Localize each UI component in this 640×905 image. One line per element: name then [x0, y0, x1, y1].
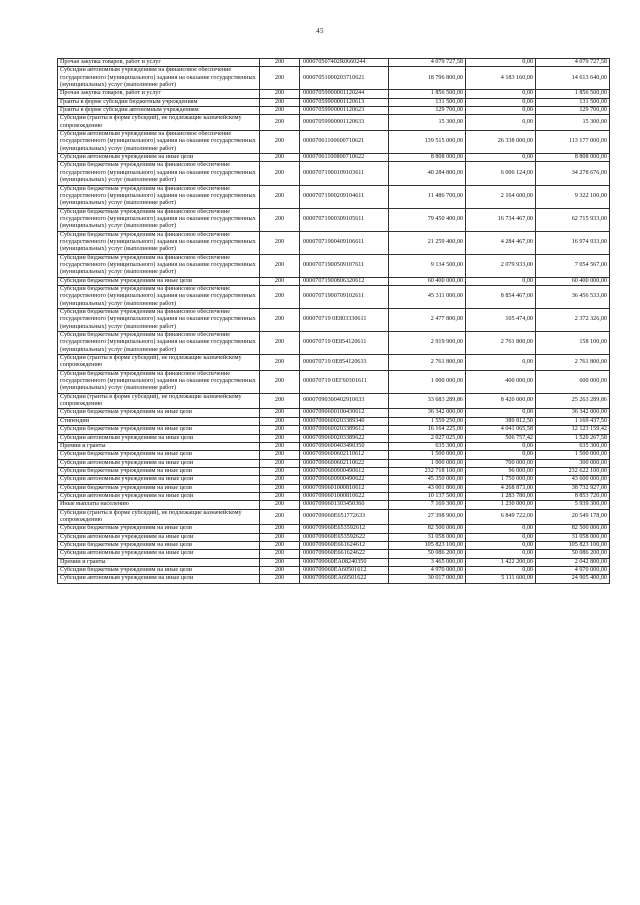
row-name-cell: Субсидии бюджетным учреждениям на финансовое обеспечение государственного (муниципального) задания на оказание государственных (муниципальных) услуг (выполнение работ) — [58, 254, 260, 277]
approved-amount-cell: 36 342 000,00 — [389, 409, 466, 417]
approved-amount-cell: 45 350 000,00 — [389, 476, 466, 484]
unexecuted-amount-cell: 38 732 927,00 — [536, 484, 610, 492]
table-row — [58, 154, 610, 162]
approved-amount-cell: 105 823 100,00 — [389, 541, 466, 549]
row-name-cell: Субсидии (гранты в форме субсидий), не подлежащие казначейскому сопровождению — [58, 355, 260, 371]
line-code-cell: 200 — [260, 59, 300, 67]
row-name-cell: Субсидии автономным учреждениям на финансовое обеспечение государственного (муниципального) задания на оказание государственных (муниципальных) услуг (выполнение работ) — [58, 67, 260, 90]
executed-amount-cell: 6 006 124,00 — [466, 162, 536, 185]
row-name-cell: Субсидии бюджетным учреждениям на финансовое обеспечение государственного (муниципального) задания на оказание государственных (муниципальных) услуг (выполнение работ) — [58, 185, 260, 208]
budget-class-code-cell: 000070719 0E854120633 — [300, 355, 389, 371]
unexecuted-amount-cell: 16 974 933,00 — [536, 231, 610, 254]
table-row — [58, 231, 610, 254]
table-row — [58, 98, 610, 106]
line-code-cell: 200 — [260, 332, 300, 355]
row-name-cell: Субсидии бюджетным учреждениям на финансовое обеспечение государственного (муниципального) задания на оказание государственных (муниципальных) услуг (выполнение работ) — [58, 370, 260, 393]
approved-amount-cell: 1 500 000,00 — [389, 451, 466, 459]
executed-amount-cell: 4 041 065,58 — [466, 426, 536, 434]
unexecuted-amount-cell: 2 042 800,00 — [536, 558, 610, 566]
executed-amount-cell: 0,00 — [466, 107, 536, 115]
table-row — [58, 459, 610, 467]
approved-amount-cell: 2 027 025,00 — [389, 434, 466, 442]
row-name-cell: Субсидии (гранты в форме субсидий), не подлежащие казначейскому сопровождению — [58, 393, 260, 409]
row-name-cell: Субсидии автономным учреждениям на иные цели — [58, 459, 260, 467]
approved-amount-cell: 31 058 000,00 — [389, 533, 466, 541]
executed-amount-cell: 700 000,00 — [466, 459, 536, 467]
executed-amount-cell: 0,00 — [466, 525, 536, 533]
line-code-cell: 200 — [260, 231, 300, 254]
executed-amount-cell: 0,00 — [466, 533, 536, 541]
approved-amount-cell: 2 919 900,00 — [389, 332, 466, 355]
line-code-cell: 200 — [260, 131, 300, 154]
unexecuted-amount-cell: 1 500 000,00 — [536, 451, 610, 459]
table-row — [58, 393, 610, 409]
line-code-cell: 200 — [260, 285, 300, 308]
approved-amount-cell: 50 086 200,00 — [389, 550, 466, 558]
budget-class-code-cell: 00007071900709102611 — [300, 285, 389, 308]
table-row — [58, 417, 610, 425]
budget-class-code-cell: 00007071900509107611 — [300, 254, 389, 277]
line-code-cell: 200 — [260, 476, 300, 484]
unexecuted-amount-cell: 600 000,00 — [536, 370, 610, 393]
executed-amount-cell: 0,00 — [466, 277, 536, 285]
approved-amount-cell: 7 169 300,00 — [389, 501, 466, 509]
executed-amount-cell: 5 111 600,00 — [466, 575, 536, 583]
table-row — [58, 208, 610, 231]
approved-amount-cell: 15 300,00 — [389, 115, 466, 131]
table-row — [58, 484, 610, 492]
table-row — [58, 492, 610, 500]
unexecuted-amount-cell: 24 905 400,00 — [536, 575, 610, 583]
executed-amount-cell: 4 183 160,00 — [466, 67, 536, 90]
line-code-cell: 200 — [260, 409, 300, 417]
table-row — [58, 59, 610, 67]
line-code-cell: 200 — [260, 254, 300, 277]
line-code-cell: 200 — [260, 550, 300, 558]
line-code-cell: 200 — [260, 558, 300, 566]
executed-amount-cell: 4 284 467,00 — [466, 231, 536, 254]
executed-amount-cell: 0,00 — [466, 541, 536, 549]
line-code-cell: 200 — [260, 185, 300, 208]
executed-amount-cell: 105 474,00 — [466, 309, 536, 332]
row-name-cell: Субсидии бюджетным учреждениям на иные цели — [58, 467, 260, 475]
line-code-cell: 200 — [260, 451, 300, 459]
line-code-cell: 200 — [260, 484, 300, 492]
executed-amount-cell: 389 812,50 — [466, 417, 536, 425]
unexecuted-amount-cell: 7 054 567,00 — [536, 254, 610, 277]
line-code-cell: 200 — [260, 426, 300, 434]
budget-class-code-cell: 0000709060EA08240350 — [300, 558, 389, 566]
budget-class-code-cell: 00007061100800710622 — [300, 154, 389, 162]
budget-class-code-cell: 00007090300402910633 — [300, 393, 389, 409]
executed-amount-cell: 0,00 — [466, 409, 536, 417]
executed-amount-cell: 4 268 873,00 — [466, 484, 536, 492]
table-row — [58, 332, 610, 355]
unexecuted-amount-cell: 20 549 178,00 — [536, 509, 610, 525]
line-code-cell: 200 — [260, 154, 300, 162]
unexecuted-amount-cell: 25 263 289,86 — [536, 393, 610, 409]
line-code-cell: 200 — [260, 277, 300, 285]
row-name-cell: Стипендии — [58, 417, 260, 425]
budget-class-code-cell: 00007090600900490612 — [300, 467, 389, 475]
unexecuted-amount-cell: 60 400 000,00 — [536, 277, 610, 285]
table-row — [58, 370, 610, 393]
line-code-cell: 200 — [260, 115, 300, 131]
budget-class-code-cell: 00007090600203389612 — [300, 426, 389, 434]
approved-amount-cell: 9 134 500,00 — [389, 254, 466, 277]
unexecuted-amount-cell: 82 500 000,00 — [536, 525, 610, 533]
line-code-cell: 200 — [260, 208, 300, 231]
unexecuted-amount-cell: 131 500,00 — [536, 98, 610, 106]
unexecuted-amount-cell: 129 700,00 — [536, 107, 610, 115]
budget-class-code-cell: 00007059900001120633 — [300, 115, 389, 131]
budget-class-code-cell: 000070719 0EГ60301611 — [300, 370, 389, 393]
executed-amount-cell: 6 849 722,00 — [466, 509, 536, 525]
table-row — [58, 476, 610, 484]
approved-amount-cell: 40 284 800,00 — [389, 162, 466, 185]
approved-amount-cell: 45 311 000,00 — [389, 285, 466, 308]
table-row — [58, 525, 610, 533]
budget-class-code-cell: 00007059900001120613 — [300, 98, 389, 106]
line-code-cell: 200 — [260, 162, 300, 185]
row-name-cell: Субсидии бюджетным учреждениям на финансовое обеспечение государственного (муниципального) задания на оказание государственных (муниципальных) услуг (выполнение работ) — [58, 332, 260, 355]
approved-amount-cell: 3 465 000,00 — [389, 558, 466, 566]
row-name-cell: Субсидии (гранты в форме субсидий), не подлежащие казначейскому сопровождению — [58, 509, 260, 525]
approved-amount-cell: 131 500,00 — [389, 98, 466, 106]
budget-class-code-cell: 00007090601303450360 — [300, 501, 389, 509]
line-code-cell: 200 — [260, 417, 300, 425]
budget-class-code-cell: 0000709060E653592612 — [300, 525, 389, 533]
table-row — [58, 467, 610, 475]
approved-amount-cell: 79 450 400,00 — [389, 208, 466, 231]
unexecuted-amount-cell: 31 058 000,00 — [536, 533, 610, 541]
budget-class-code-cell: 00007071900806320612 — [300, 277, 389, 285]
budget-class-code-cell: 00007090600100430612 — [300, 409, 389, 417]
executed-amount-cell: 0,00 — [466, 567, 536, 575]
executed-amount-cell: 0,00 — [466, 59, 536, 67]
row-name-cell: Субсидии автономным учреждениям на иные цели — [58, 434, 260, 442]
row-name-cell: Субсидии бюджетным учреждениям на иные цели — [58, 484, 260, 492]
budget-class-code-cell: 0000709060E661624622 — [300, 550, 389, 558]
line-code-cell: 200 — [260, 501, 300, 509]
approved-amount-cell: 21 259 400,00 — [389, 231, 466, 254]
executed-amount-cell: 1 750 000,00 — [466, 476, 536, 484]
row-name-cell: Субсидии бюджетным учреждениям на иные цели — [58, 451, 260, 459]
row-name-cell: Субсидии бюджетным учреждениям на иные цели — [58, 541, 260, 549]
executed-amount-cell: 0,00 — [466, 98, 536, 106]
budget-class-code-cell: 00007090600900490622 — [300, 476, 389, 484]
row-name-cell: Субсидии бюджетным учреждениям на финансовое обеспечение государственного (муниципального) задания на оказание государственных (муниципальных) услуг (выполнение работ) — [58, 162, 260, 185]
row-name-cell: Субсидии бюджетным учреждениям на иные цели — [58, 409, 260, 417]
table-row — [58, 90, 610, 98]
row-name-cell: Субсидии бюджетным учреждениям на иные цели — [58, 525, 260, 533]
unexecuted-amount-cell: 34 278 676,00 — [536, 162, 610, 185]
approved-amount-cell: 4 079 727,58 — [389, 59, 466, 67]
row-name-cell: Субсидии автономным учреждениям на иные цели — [58, 533, 260, 541]
table-row — [58, 575, 610, 583]
budget-class-code-cell: 000070719 0E854120611 — [300, 332, 389, 355]
executed-amount-cell: 1 422 200,00 — [466, 558, 536, 566]
line-code-cell: 200 — [260, 309, 300, 332]
row-name-cell: Субсидии бюджетным учреждениям на иные цели — [58, 426, 260, 434]
row-name-cell: Субсидии бюджетным учреждениям на финансовое обеспечение государственного (муниципального) задания на оказание государственных (муниципальных) услуг (выполнение работ) — [58, 309, 260, 332]
row-name-cell: Субсидии бюджетным учреждениям на иные цели — [58, 277, 260, 285]
budget-class-code-cell: 00007059900001120244 — [300, 90, 389, 98]
budget-class-code-cell: 00007090600203389622 — [300, 434, 389, 442]
executed-amount-cell: 0,00 — [466, 154, 536, 162]
approved-amount-cell: 1 000 000,00 — [389, 370, 466, 393]
unexecuted-amount-cell: 2 372 326,00 — [536, 309, 610, 332]
budget-class-code-cell: 0000709060E661624612 — [300, 541, 389, 549]
executed-amount-cell: 2 761 800,00 — [466, 332, 536, 355]
budget-class-code-cell: 00007051000203710621 — [300, 67, 389, 90]
row-name-cell: Прочая закупка товаров, работ и услуг — [58, 90, 260, 98]
unexecuted-amount-cell: 1 856 500,00 — [536, 90, 610, 98]
row-name-cell: Гранты в форме субсидии бюджетным учреждениям — [58, 98, 260, 106]
row-name-cell: Субсидии автономным учреждениям на иные цели — [58, 550, 260, 558]
approved-amount-cell: 16 164 225,00 — [389, 426, 466, 434]
table-row — [58, 185, 610, 208]
budget-class-code-cell: 0000709060EA60501612 — [300, 567, 389, 575]
table-body — [58, 59, 610, 584]
table-row — [58, 131, 610, 154]
budget-class-code-cell: 00007061100600710621 — [300, 131, 389, 154]
line-code-cell: 200 — [260, 492, 300, 500]
row-name-cell: Субсидии бюджетным учреждениям на финансовое обеспечение государственного (муниципального) задания на оказание государственных (муниципальных) услуг (выполнение работ) — [58, 208, 260, 231]
row-name-cell: Субсидии (гранты в форме субсидий), не подлежащие казначейскому сопровождению — [58, 115, 260, 131]
row-name-cell: Субсидии бюджетным учреждениям на финансовое обеспечение государственного (муниципального) задания на оказание государственных (муниципальных) услуг (выполнение работ) — [58, 285, 260, 308]
row-name-cell: Премии и гранты — [58, 442, 260, 450]
line-code-cell: 200 — [260, 98, 300, 106]
unexecuted-amount-cell: 635 300,00 — [536, 442, 610, 450]
unexecuted-amount-cell: 4 970 000,00 — [536, 567, 610, 575]
row-name-cell: Субсидии автономным учреждениям на иные цели — [58, 492, 260, 500]
table-row — [58, 309, 610, 332]
row-name-cell: Премии и гранты — [58, 558, 260, 566]
executed-amount-cell: 8 854 467,00 — [466, 285, 536, 308]
executed-amount-cell: 8 420 000,00 — [466, 393, 536, 409]
unexecuted-amount-cell: 4 079 727,58 — [536, 59, 610, 67]
budget-class-code-cell: 00007071900309105611 — [300, 208, 389, 231]
line-code-cell: 200 — [260, 67, 300, 90]
table-row — [58, 558, 610, 566]
table-row — [58, 541, 610, 549]
executed-amount-cell: 1 283 780,00 — [466, 492, 536, 500]
executed-amount-cell: 0,00 — [466, 90, 536, 98]
unexecuted-amount-cell: 50 086 200,00 — [536, 550, 610, 558]
approved-amount-cell: 1 559 250,00 — [389, 417, 466, 425]
line-code-cell: 200 — [260, 393, 300, 409]
approved-amount-cell: 2 477 800,00 — [389, 309, 466, 332]
approved-amount-cell: 82 500 000,00 — [389, 525, 466, 533]
table-row — [58, 67, 610, 90]
table-row — [58, 550, 610, 558]
budget-class-code-cell: 00007059900001120623 — [300, 107, 389, 115]
row-name-cell: Субсидии автономным учреждениям на иные цели — [58, 154, 260, 162]
approved-amount-cell: 4 970 000,00 — [389, 567, 466, 575]
row-name-cell: Субсидии бюджетным учреждениям на иные цели — [58, 567, 260, 575]
line-code-cell: 200 — [260, 575, 300, 583]
budget-class-code-cell: 00007090600403490350 — [300, 442, 389, 450]
executed-amount-cell: 26 338 000,00 — [466, 131, 536, 154]
unexecuted-amount-cell: 2 761 800,00 — [536, 355, 610, 371]
table-row — [58, 434, 610, 442]
row-name-cell: Иные выплаты населению — [58, 501, 260, 509]
executed-amount-cell: 2 164 600,00 — [466, 185, 536, 208]
table-row — [58, 277, 610, 285]
table-row — [58, 426, 610, 434]
line-code-cell: 200 — [260, 509, 300, 525]
unexecuted-amount-cell: 15 300,00 — [536, 115, 610, 131]
budget-class-code-cell: 0000709060E653592622 — [300, 533, 389, 541]
approved-amount-cell: 2 761 800,00 — [389, 355, 466, 371]
executed-amount-cell: 0,00 — [466, 442, 536, 450]
executed-amount-cell: 16 734 467,00 — [466, 208, 536, 231]
executed-amount-cell: 506 757,42 — [466, 434, 536, 442]
approved-amount-cell: 1 856 500,00 — [389, 90, 466, 98]
table-row — [58, 285, 610, 308]
unexecuted-amount-cell: 36 342 000,00 — [536, 409, 610, 417]
unexecuted-amount-cell: 8 808 000,00 — [536, 154, 610, 162]
unexecuted-amount-cell: 43 600 000,00 — [536, 476, 610, 484]
table-row — [58, 115, 610, 131]
executed-amount-cell: 96 000,00 — [466, 467, 536, 475]
approved-amount-cell: 8 808 000,00 — [389, 154, 466, 162]
budget-class-code-cell: 00007090600602110612 — [300, 451, 389, 459]
table-row — [58, 509, 610, 525]
budget-class-code-cell: 000070719 0E803330611 — [300, 309, 389, 332]
line-code-cell: 200 — [260, 459, 300, 467]
approved-amount-cell: 60 400 000,00 — [389, 277, 466, 285]
table-row — [58, 501, 610, 509]
budget-class-code-cell: 00007071900209104611 — [300, 185, 389, 208]
approved-amount-cell: 10 137 500,00 — [389, 492, 466, 500]
table-row — [58, 451, 610, 459]
unexecuted-amount-cell: 8 853 720,00 — [536, 492, 610, 500]
table-row — [58, 533, 610, 541]
executed-amount-cell: 0,00 — [466, 550, 536, 558]
row-name-cell: Гранты в форме субсидии автономным учреждениям — [58, 107, 260, 115]
approved-amount-cell: 33 683 289,86 — [389, 393, 466, 409]
row-name-cell: Прочая закупка товаров, работ и услуг — [58, 59, 260, 67]
table-row — [58, 442, 610, 450]
line-code-cell: 200 — [260, 541, 300, 549]
line-code-cell: 200 — [260, 434, 300, 442]
unexecuted-amount-cell: 158 100,00 — [536, 332, 610, 355]
table-row — [58, 355, 610, 371]
budget-class-code-cell: 00007090600602110622 — [300, 459, 389, 467]
unexecuted-amount-cell: 9 322 100,00 — [536, 185, 610, 208]
table-row — [58, 254, 610, 277]
unexecuted-amount-cell: 232 622 100,00 — [536, 467, 610, 475]
budget-class-code-cell: 000070507402R0660244 — [300, 59, 389, 67]
approved-amount-cell: 1 000 000,00 — [389, 459, 466, 467]
approved-amount-cell: 635 300,00 — [389, 442, 466, 450]
line-code-cell: 200 — [260, 442, 300, 450]
unexecuted-amount-cell: 5 939 300,00 — [536, 501, 610, 509]
budget-class-code-cell: 00007090601000810612 — [300, 484, 389, 492]
table-row — [58, 567, 610, 575]
unexecuted-amount-cell: 113 177 000,00 — [536, 131, 610, 154]
unexecuted-amount-cell: 1 169 437,50 — [536, 417, 610, 425]
row-name-cell: Субсидии бюджетным учреждениям на финансовое обеспечение государственного (муниципального) задания на оказание государственных (муниципальных) услуг (выполнение работ) — [58, 231, 260, 254]
approved-amount-cell: 27 398 900,00 — [389, 509, 466, 525]
budget-class-code-cell: 00007071900109103611 — [300, 162, 389, 185]
unexecuted-amount-cell: 36 456 533,00 — [536, 285, 610, 308]
budget-execution-table — [57, 58, 610, 584]
budget-class-code-cell: 0000709060E651772633 — [300, 509, 389, 525]
executed-amount-cell: 0,00 — [466, 115, 536, 131]
approved-amount-cell: 11 486 700,00 — [389, 185, 466, 208]
page-number: 45 — [316, 27, 324, 35]
approved-amount-cell: 232 718 100,00 — [389, 467, 466, 475]
budget-class-code-cell: 00007071900409106611 — [300, 231, 389, 254]
unexecuted-amount-cell: 105 823 100,00 — [536, 541, 610, 549]
unexecuted-amount-cell: 14 613 640,00 — [536, 67, 610, 90]
executed-amount-cell: 400 000,00 — [466, 370, 536, 393]
table-row — [58, 162, 610, 185]
budget-class-code-cell: 0000709060EA60501622 — [300, 575, 389, 583]
approved-amount-cell: 18 796 800,00 — [389, 67, 466, 90]
table-row — [58, 107, 610, 115]
line-code-cell: 200 — [260, 525, 300, 533]
line-code-cell: 200 — [260, 90, 300, 98]
approved-amount-cell: 139 515 000,00 — [389, 131, 466, 154]
line-code-cell: 200 — [260, 533, 300, 541]
unexecuted-amount-cell: 300 000,00 — [536, 459, 610, 467]
approved-amount-cell: 129 700,00 — [389, 107, 466, 115]
unexecuted-amount-cell: 1 520 267,58 — [536, 434, 610, 442]
row-name-cell: Субсидии автономным учреждениям на финансовое обеспечение государственного (муниципального) задания на оказание государственных (муниципальных) услуг (выполнение работ) — [58, 131, 260, 154]
executed-amount-cell: 0,00 — [466, 451, 536, 459]
approved-amount-cell: 43 001 800,00 — [389, 484, 466, 492]
executed-amount-cell: 0,00 — [466, 355, 536, 371]
approved-amount-cell: 30 017 000,00 — [389, 575, 466, 583]
budget-class-code-cell: 00007090600203389340 — [300, 417, 389, 425]
budget-class-code-cell: 00007090601000810622 — [300, 492, 389, 500]
line-code-cell: 200 — [260, 567, 300, 575]
unexecuted-amount-cell: 62 715 933,00 — [536, 208, 610, 231]
unexecuted-amount-cell: 12 123 159,42 — [536, 426, 610, 434]
line-code-cell: 200 — [260, 355, 300, 371]
row-name-cell: Субсидии автономным учреждениям на иные цели — [58, 575, 260, 583]
line-code-cell: 200 — [260, 370, 300, 393]
executed-amount-cell: 2 079 933,00 — [466, 254, 536, 277]
row-name-cell: Субсидии автономным учреждениям на иные цели — [58, 476, 260, 484]
line-code-cell: 200 — [260, 467, 300, 475]
table-row — [58, 409, 610, 417]
executed-amount-cell: 1 230 000,00 — [466, 501, 536, 509]
line-code-cell: 200 — [260, 107, 300, 115]
